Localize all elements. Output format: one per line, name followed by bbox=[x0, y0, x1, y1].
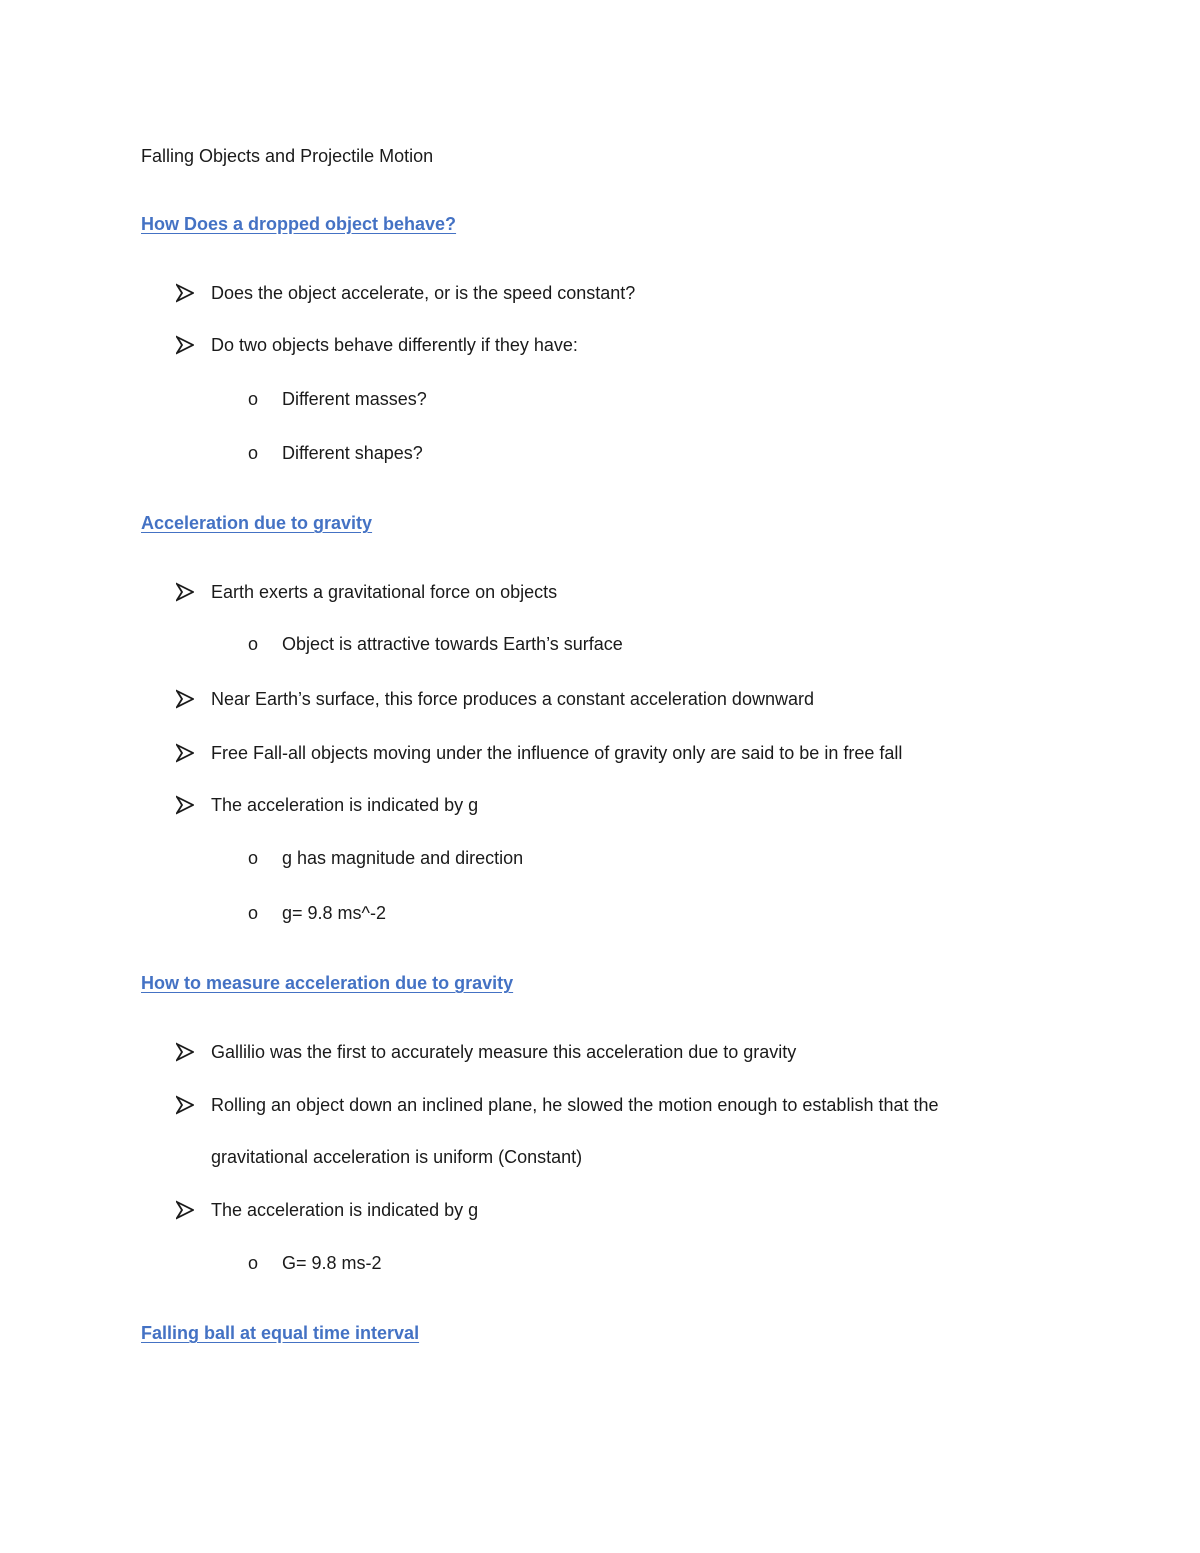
bullet-text: The acceleration is indicated by g bbox=[211, 1200, 479, 1220]
circle-bullet-icon: o bbox=[248, 903, 259, 923]
sub-bullet-text: Different shapes? bbox=[282, 443, 423, 463]
arrow-bullet-icon bbox=[176, 1200, 194, 1220]
sub-bullet-text: g= 9.8 ms^-2 bbox=[282, 903, 386, 923]
bullet-text: Rolling an object down an inclined plane, he slowed the motion enough to establish that the bbox=[211, 1095, 939, 1115]
bullet-text: Does the object accelerate, or is the speed constant? bbox=[211, 283, 636, 303]
arrow-bullet-icon bbox=[176, 689, 194, 709]
sub-bullet-text: G= 9.8 ms-2 bbox=[282, 1253, 382, 1273]
section-heading-falling-ball[interactable]: Falling ball at equal time interval bbox=[141, 1323, 420, 1343]
section-heading-measure-gravity[interactable]: How to measure acceleration due to gravity bbox=[141, 973, 514, 993]
bullet-text: Gallilio was the first to accurately measure this acceleration due to gravity bbox=[211, 1042, 797, 1062]
section-heading-acceleration-gravity[interactable]: Acceleration due to gravity bbox=[141, 513, 373, 533]
arrow-bullet-icon bbox=[176, 795, 194, 815]
arrow-bullet-icon bbox=[176, 582, 194, 602]
bullet-text: Free Fall-all objects moving under the influence of gravity only are said to be in free fall bbox=[211, 743, 903, 763]
arrow-bullet-icon bbox=[176, 283, 194, 303]
section-heading-dropped-object[interactable]: How Does a dropped object behave? bbox=[141, 214, 457, 234]
circle-bullet-icon: o bbox=[248, 389, 259, 409]
document-title: Falling Objects and Projectile Motion bbox=[141, 146, 434, 166]
arrow-bullet-icon bbox=[176, 1042, 194, 1062]
arrow-bullet-icon bbox=[176, 1095, 194, 1115]
circle-bullet-icon: o bbox=[248, 634, 259, 654]
bullet-text: Earth exerts a gravitational force on objects bbox=[211, 582, 558, 602]
bullet-text: The acceleration is indicated by g bbox=[211, 795, 479, 815]
sub-bullet-text: Different masses? bbox=[282, 389, 427, 409]
bullet-continuation-text: gravitational acceleration is uniform (Constant) bbox=[211, 1147, 583, 1167]
arrow-bullet-icon bbox=[176, 743, 194, 763]
bullet-text: Do two objects behave differently if they have: bbox=[211, 335, 578, 355]
circle-bullet-icon: o bbox=[248, 848, 259, 868]
sub-bullet-text: g has magnitude and direction bbox=[282, 848, 524, 868]
circle-bullet-icon: o bbox=[248, 443, 259, 463]
bullet-text: Near Earth’s surface, this force produces a constant acceleration downward bbox=[211, 689, 814, 709]
arrow-bullet-icon bbox=[176, 335, 194, 355]
sub-bullet-text: Object is attractive towards Earth’s surface bbox=[282, 634, 623, 654]
circle-bullet-icon: o bbox=[248, 1253, 259, 1273]
